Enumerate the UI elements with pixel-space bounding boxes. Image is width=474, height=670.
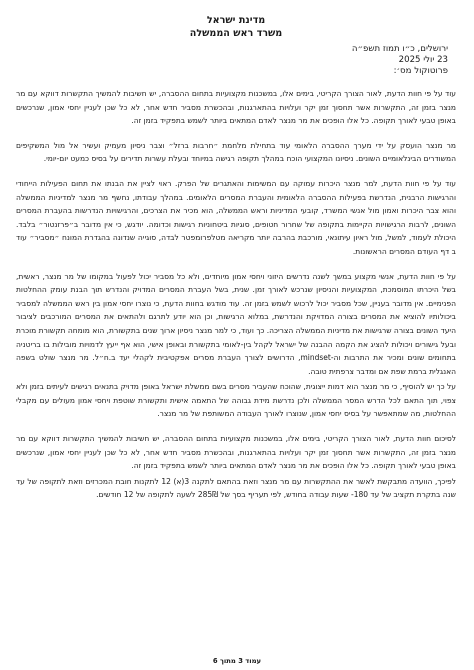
body-paragraph: מר מנצר הועסק על ידי מערך ההסברה הלאומי עוד בתחילת מלחמת ״חרבות ברזל״ וצבר ניסיון מעמיק ועשיר אל מול המשקיפים המשודרים הבינלאומיים השונים. ניסיונו המקצועי הוכח במהלך תקופה רגישה במיוחד ובעלת עשרות תדירים על בסיס כמעט יום-יומי. [16, 140, 456, 164]
body-paragraph: עוד על פי חוות הדעת, למר מנצר היכרות עמוקה עם המשימות והאתגרים של הפרק. ראוי לציין את הבנתו את תחום הפעילות הייחודי והרגישות הרבנית, הנדרשת בפעילות ההסברה הלאומית והעברת המסרים הלאומים. במהלך עבודתו, נחשף מר מנצר למדיניות הממשלה והוא צבר היכרות ואמון מול אנשי המשרד, קובעי המדיניות וראש הממשלה, הוא מכיר את הצרכים, והרגישויות הנדרשות בהעברת המסרים השונים, לרבות הרגישויות הקיימות בתקופה של שחרור חטופים, סוגיות ביטחוניות רגישות וכדומה. יודגש, כי אין מדובר ב״פרזנטור״ בלבד. היכולת לעמוד, למשל, מול ראיון עיתונאי, מורכבת בהרבה יותר מקריאה מטלפרומפטר לבדה, סוגייה שנדונה בהגדרת המונח ״מסביר״ עוד ב דף העודם המסרים הראשונות. [16, 178, 456, 256]
protocol-number: פרוטוקול מס׳: [393, 66, 448, 76]
body-paragraph: על כך יש להוסיף, כי מר מנצר הוא דמות ייצוגית, שהוכח שהעביר מסרים בשם ממשלת ישראל באופן מדויק בתנאים רגישים לעיתים בזמן ולא צפוי, תוך התאם לכל הדרש המסר הממשלה ולכן נדרשת מידת גבוהה של התאמה אישית ותקשורת שוטפת ויחסי אמון מעולים עם מקבלי ההחלטות, מה שמתאפשר על בסיס יחסי אמון, שנוצרו לאורך העבודה המשותפת של מר מנצר. [16, 382, 456, 419]
body-paragraph: על פי חוות הדעת, אנשי מקצוע במשך לשנה נדרשים היזוני ויחסי אמון מיוחדים, ולא כל מסביר יכול לפעול במקומו של מר מנצר, ראשית, בשל היכרתו המוסמכת, המקצועיות והניסיון שנרכש לאורך זמן. שנית, בשל העברת המסרים המדויק והנדרש תוך הבנת עומק ההחלטות הפנימיים. אין מדובר בעניין, שכל מסביר יכול לרכוש לשמש בזמן זה. עוד מודגש בחוות הדעת, כי נוצרו יחסי אמון בין ראש הממשלה למסביר ביכולותיו להוציא את המסרים בצורה המדויקת והנדרשת, במלוא הרגישות, וכן הוא יודע לתרגם ולהתאים את המסרים המורכבים לציבור היעד השונים בצורה שרגישות את מדיניות הממשלה הצריכה. כך ועוד, כי למר מנצר ניסיון ארוך שנים בתקשורת, הוא מומחה תקשורת מוכרת ובעל גישורים ויכולות להציג את הקמה ההבנה של ישראל לקהל בין-לאומי בתקשורת ובאופן אישי, הוא אף ייעץ לדמויות מובילות בו בריטניה בתחומים שונים ומכיר את התרבות וה-mindset, הדרושים לצורך העברת מסרים אפקטיבית לקהלי יעד ב.ח״ל. מר מנצר שולט בשפה האנגלית ברמת שפת אם ומדבר צרפתית טובה. [16, 271, 456, 376]
office-name: משרד ראש הממשלה [189, 28, 283, 39]
body-paragraph: לפיכך, הוועדה מתבקשת לאשר את ההתקשרות עם מר מנצר וזאת בהתאם לתקנה 3(א) 12 לתקנות חובת המכרזים וזאת לתקופה של עד שנה בתקרת תקציב של עד 180- שעות עבודה בחודש, לפי תעריף בסך של 285₪ לשעה לתקופה של 12 חודשים. [16, 476, 456, 500]
gregorian-date: 23 יולי 2025 [398, 55, 448, 65]
page-number: עמוד 3 מתוך 6 [212, 657, 262, 665]
hebrew-date: ירושלים, כ״ו תמוז תשפ״ה [351, 44, 448, 54]
document-meta [16, 44, 456, 77]
letterhead [16, 14, 456, 40]
state-name: מדינת ישראל [206, 15, 266, 26]
body-paragraph: עוד על פי חוות הדעת, לאור הצורך הקריטי, בימים אלו, במשכנות מקצועיות בתחום ההסברה, יש חשיבות להמשיך התקשרות דווקא עם מר מנצר בזמן זה, התקשרות אשר תחסוך זמן יקר ועלויות בהתארגנות, ובהכשרת מסביר חדש אחר, לא כל שכן לעניין יחסי אמון, שנרכשים באופן טבעי לאורך תקופה. כל אלו הופכים את מר מנצר לאדם המתאים ביותר לשמש בתפקיד בזמן זה. [16, 89, 456, 126]
body-paragraph: לסיכום חוות הדעת, לאור הצורך הקריטי, בימים אלו, במשכנות מקצועיות בתחום ההסברה, יש חשיבות להמשיך התקשרות דווקא עם מר מנצר בזמן זה, התקשרות אשר תחסוך זמן יקר ועלויות בהתארגנות, ובהכשרת מסביר חדש אחר, לא כל שכן לעניין יחסי אמון, שנרכשים באופן טבעי לאורך תקופה. כל אלו הופכים את מר מנצר לאדם המתאים ביותר לשמש בתפקיד בזמן זה. [16, 434, 456, 471]
